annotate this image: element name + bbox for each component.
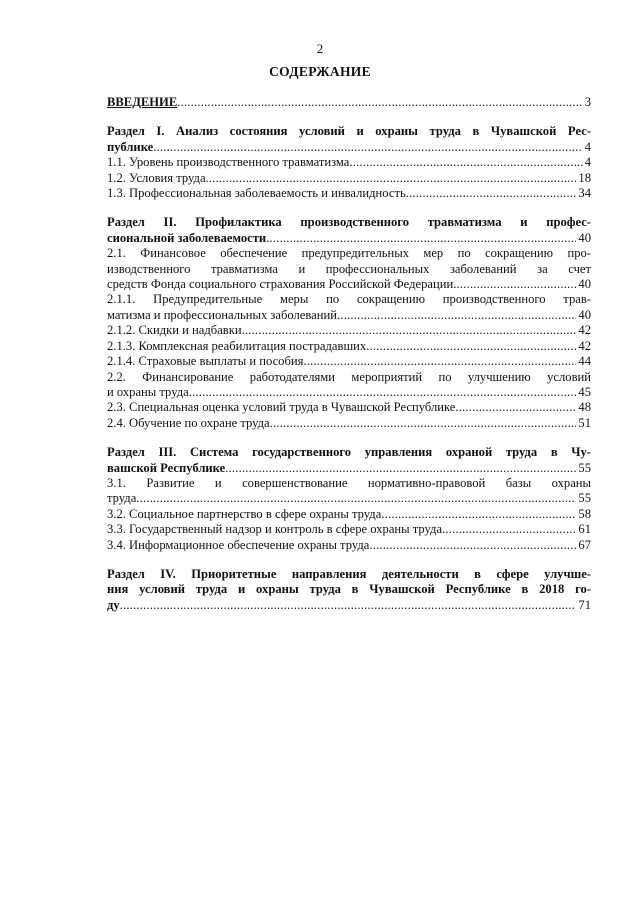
- toc-entry-line: изводственного травматизма и профессиональных заболеваний за счет: [107, 261, 591, 276]
- toc-entry-2-4[interactable]: [107, 416, 591, 431]
- toc-page-number: 4: [584, 155, 591, 170]
- toc-entry-label: 2.1.2. Скидки и надбавки: [107, 323, 242, 338]
- dot-leader: [453, 277, 576, 292]
- toc-entry-2-2[interactable]: [107, 370, 591, 401]
- toc-entry-label: и охраны труда: [107, 384, 189, 399]
- toc-section-2[interactable]: [107, 215, 591, 246]
- toc-page-number: 18: [578, 170, 591, 185]
- dot-leader: [136, 491, 576, 506]
- toc-entry-1-2[interactable]: [107, 171, 591, 186]
- toc-page-number: 42: [578, 323, 591, 338]
- toc-entry-label: 3.3. Государственный надзор и контроль в сфере охраны труда: [107, 522, 443, 537]
- toc-entry-label: матизма и профессиональных заболеваний: [107, 307, 337, 322]
- toc-entry-1-3[interactable]: [107, 186, 591, 201]
- toc-page-number: 3: [584, 95, 591, 109]
- dot-leader: [455, 400, 576, 415]
- document-title: СОДЕРЖАНИЕ: [269, 64, 371, 79]
- toc-section-title-line: Раздел I. Анализ состояния условий и охраны труда в Чувашской Рес-: [107, 124, 591, 139]
- toc-entry-2-3[interactable]: [107, 400, 591, 415]
- page-number: 2: [316, 41, 324, 56]
- toc-entry-label: 3.4. Информационное обеспечение охраны труда: [107, 537, 370, 552]
- dot-leader: [349, 155, 582, 170]
- toc-page-number: 61: [578, 522, 591, 537]
- toc-entry-label: средств Фонда социального страхования Российской Федерации: [107, 277, 454, 292]
- dot-leader: [303, 354, 576, 369]
- toc-entry-label: 2.3. Специальная оценка условий труда в Чувашской Республике: [107, 400, 456, 415]
- toc-page-number: 45: [578, 384, 591, 399]
- dot-leader: [366, 339, 576, 354]
- toc-page-number: 55: [578, 491, 591, 506]
- toc-page-number: 34: [578, 186, 591, 201]
- dot-leader: [337, 308, 576, 323]
- toc-section-title-line: ду: [107, 597, 120, 612]
- toc-section-4[interactable]: [107, 567, 591, 613]
- toc-section-3[interactable]: [107, 445, 591, 476]
- toc-entry-intro[interactable]: [107, 95, 591, 110]
- toc-page-number: 40: [578, 307, 591, 322]
- toc-entry-2-1-1[interactable]: [107, 292, 591, 323]
- toc-page-number: 40: [578, 277, 591, 292]
- toc-entry-line: 2.1. Финансовое обеспечение предупредительных мер по сокращению про-: [107, 246, 591, 261]
- dot-leader: [189, 385, 577, 400]
- toc-entry-2-1[interactable]: [107, 246, 591, 292]
- toc-page-number: 44: [578, 354, 591, 369]
- toc-entry-label: ВВЕДЕНИЕ: [107, 95, 178, 109]
- toc-page-number: 58: [578, 506, 591, 521]
- toc-page-number: 71: [578, 597, 591, 612]
- toc-entry-label: 1.1. Уровень производственного травматизма: [107, 155, 350, 170]
- dot-leader: [369, 538, 576, 553]
- dot-leader: [206, 171, 577, 186]
- toc-entry-line: 2.2. Финансирование работодателями мероприятий по улучшению условий: [107, 369, 591, 384]
- toc-page-number: 48: [578, 400, 591, 415]
- dot-leader: [270, 416, 577, 431]
- toc-entry-3-3[interactable]: [107, 522, 591, 537]
- toc-entry-2-1-2[interactable]: [107, 323, 591, 338]
- toc-page-number: 51: [578, 415, 591, 430]
- toc-entry-3-2[interactable]: [107, 507, 591, 522]
- dot-leader: [242, 323, 577, 338]
- toc-entry-3-1[interactable]: [107, 476, 591, 507]
- toc-section-title-line: сиональной заболеваемости: [107, 230, 267, 245]
- toc-section-title-line: публике: [107, 139, 154, 154]
- toc-section-title-line: ния условий труда и охраны труда в Чувашской Республике в 2018 го-: [107, 582, 591, 597]
- toc-entry-1-1[interactable]: [107, 155, 591, 170]
- dot-leader: [406, 186, 577, 201]
- toc-entry-2-1-4[interactable]: [107, 354, 591, 369]
- toc-section-title-line: Раздел III. Система государственного управления охраной труда в Чу-: [107, 445, 591, 460]
- toc-entry-3-4[interactable]: [107, 538, 591, 553]
- dot-leader: [120, 598, 577, 613]
- dot-leader: [225, 461, 576, 476]
- toc-page-number: 55: [578, 460, 591, 475]
- toc-section-title-line: Раздел IV. Приоритетные направления деятельности в сфере улучше-: [107, 566, 591, 581]
- toc-page-number: 42: [578, 338, 591, 353]
- toc-entry-label: 2.1.3. Комплексная реабилитация пострадавших: [107, 338, 367, 353]
- toc-page-number: 40: [578, 230, 591, 245]
- toc-section-1[interactable]: [107, 124, 591, 155]
- dot-leader: [266, 231, 576, 246]
- toc-entry-label: 3.2. Социальное партнерство в сфере охраны труда: [107, 506, 382, 521]
- toc-section-title-line: Раздел II. Профилактика производственного травматизма и профес-: [107, 215, 591, 230]
- table-of-contents: [107, 95, 591, 613]
- dot-leader: [381, 507, 576, 522]
- dot-leader: [442, 522, 576, 537]
- toc-entry-label: 1.2. Условия труда: [107, 170, 206, 185]
- toc-page-number: 4: [584, 139, 591, 154]
- toc-entry-label: 2.1.4. Страховые выплаты и пособия: [107, 354, 304, 369]
- dot-leader: [177, 95, 582, 110]
- toc-entry-label: 2.4. Обучение по охране труда: [107, 415, 270, 430]
- toc-entry-line: 2.1.1. Предупредительные меры по сокращению производственного трав-: [107, 292, 591, 307]
- toc-entry-label: труда: [107, 491, 137, 506]
- toc-section-title-line: вашской Республике: [107, 460, 226, 475]
- toc-entry-2-1-3[interactable]: [107, 339, 591, 354]
- toc-entry-label: 1.3. Профессиональная заболеваемость и инвалидность: [107, 186, 406, 201]
- toc-page-number: 67: [578, 537, 591, 552]
- toc-entry-line: 3.1. Развитие и совершенствование нормативно-правовой базы охраны: [107, 475, 591, 490]
- dot-leader: [153, 140, 582, 155]
